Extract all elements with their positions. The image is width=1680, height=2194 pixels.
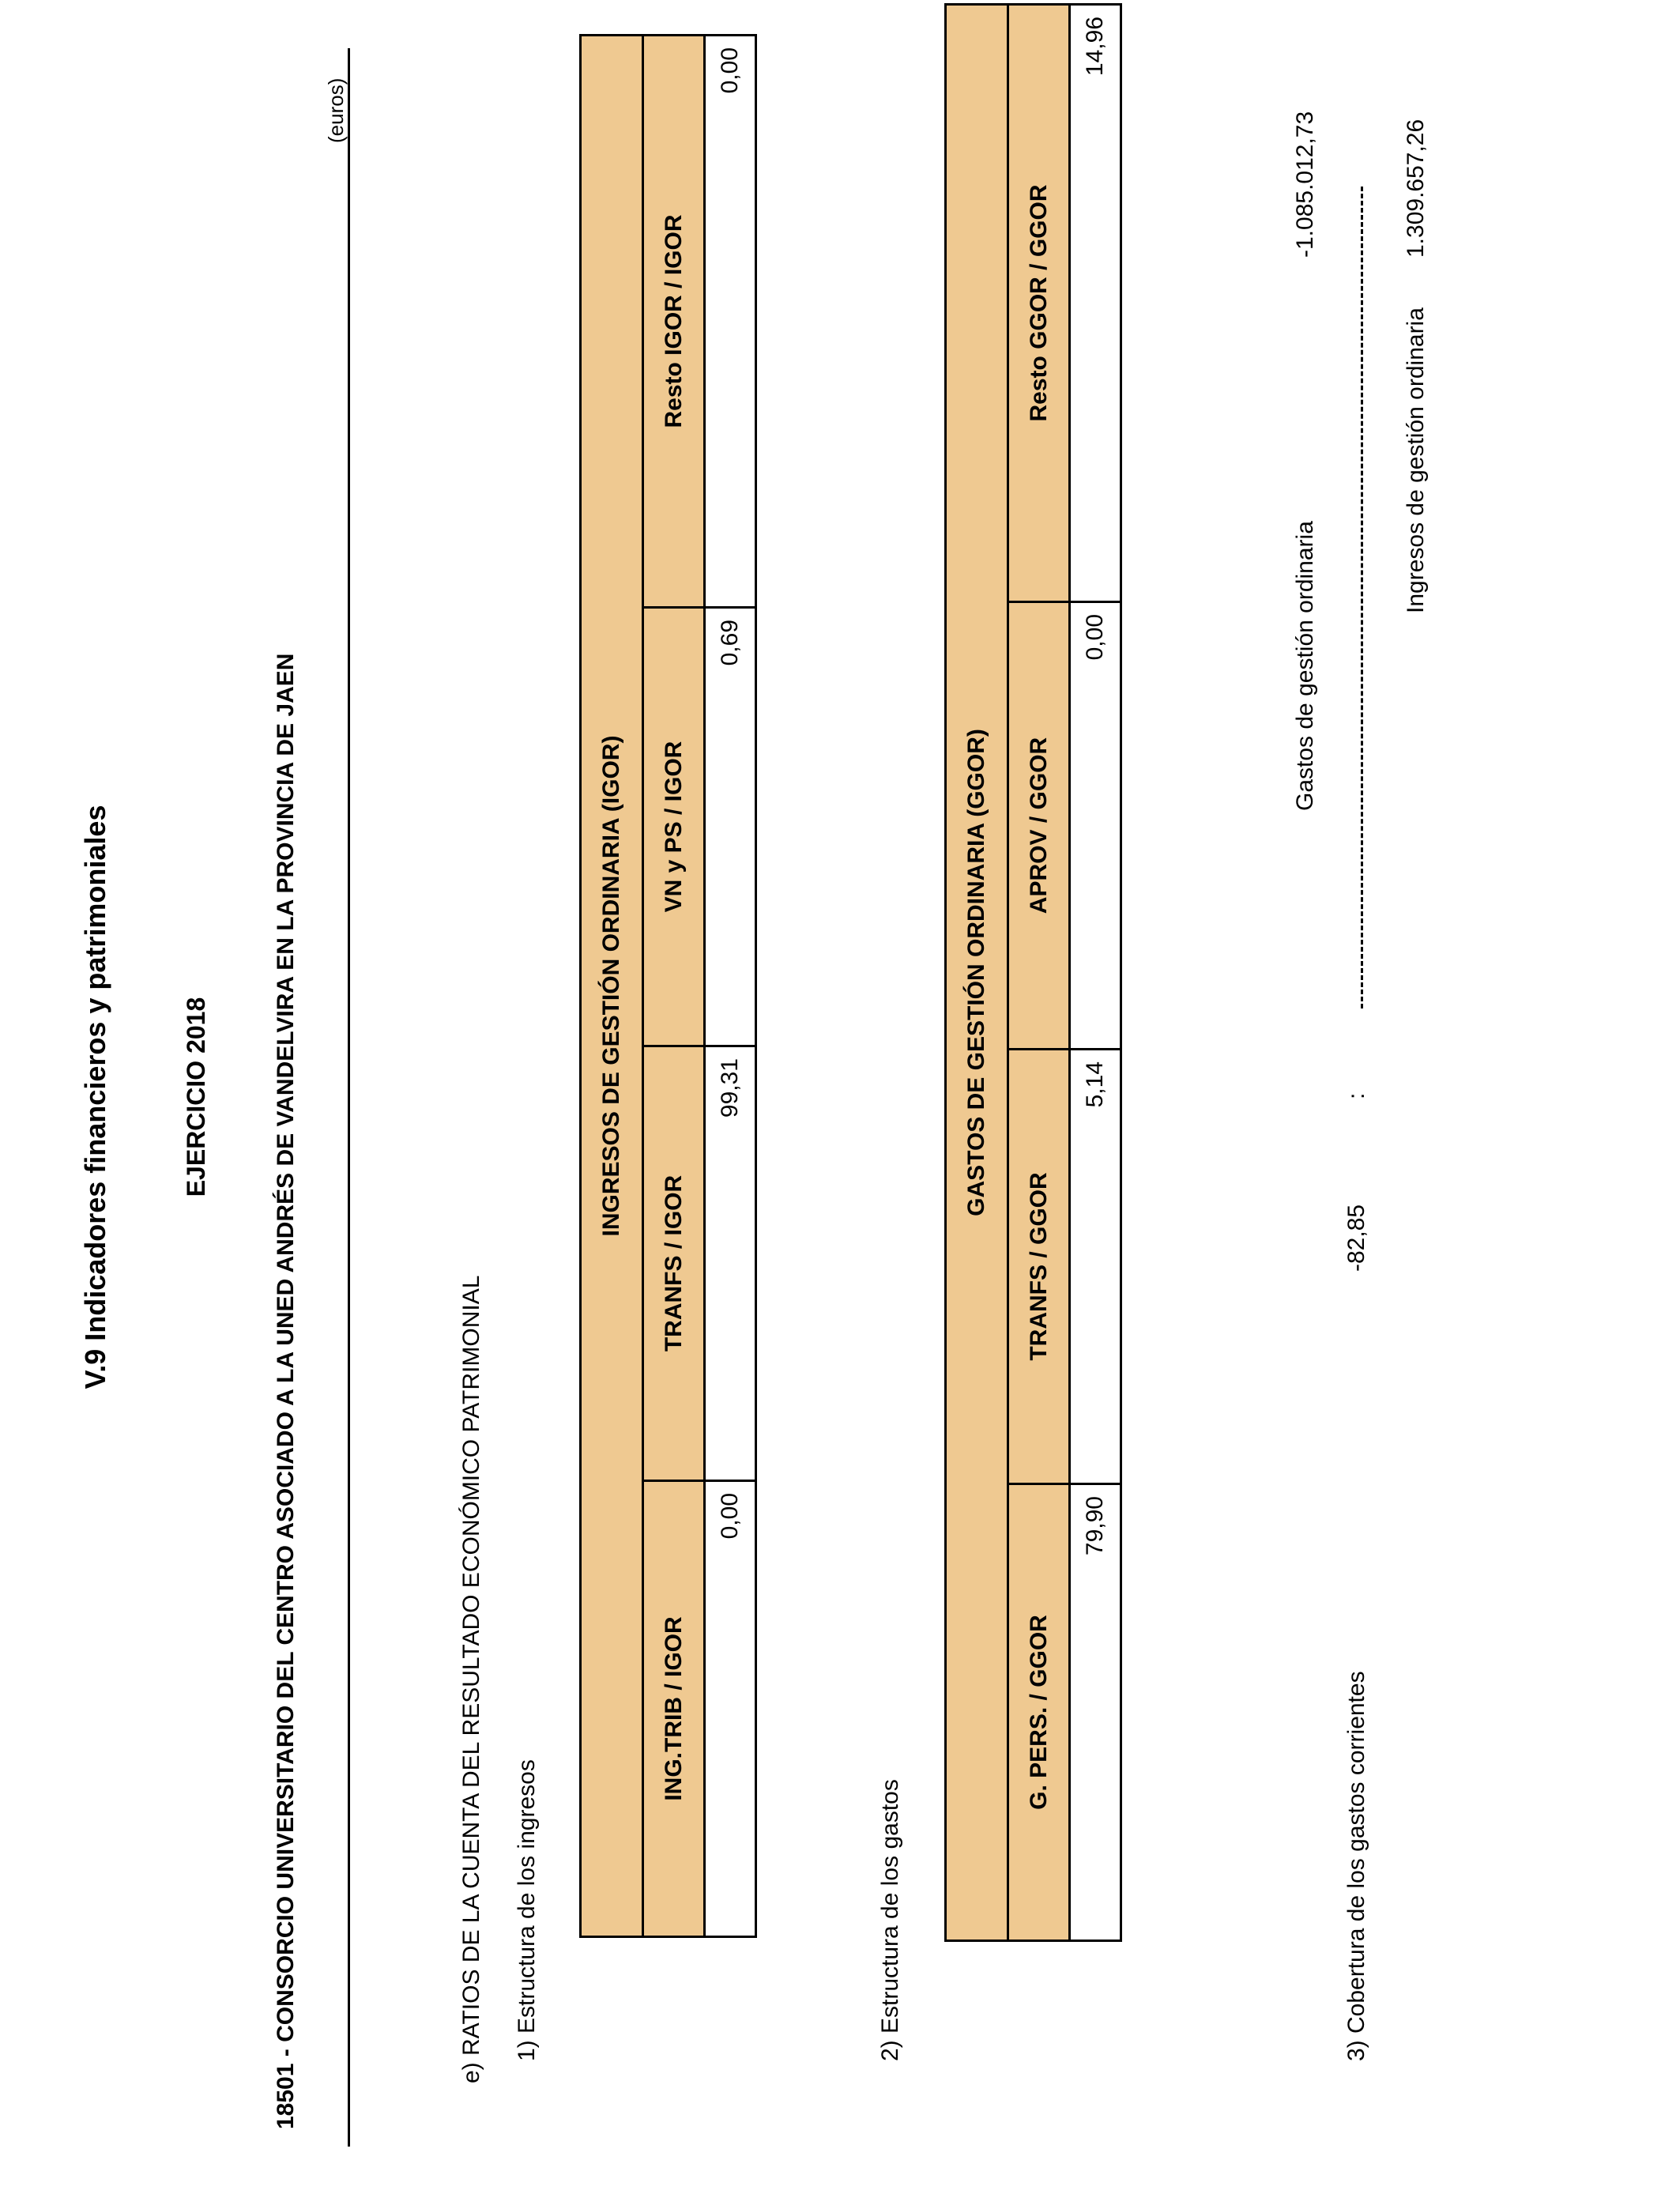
income-col-tranfs: TRANFS / IGOR: [643, 1046, 705, 1481]
coverage-result: -82,85: [1343, 1204, 1369, 1272]
coverage-colon: :: [1343, 1092, 1369, 1099]
expenses-col-tranfs: TRANFS / GGOR: [1008, 1050, 1070, 1484]
numerator-value: -1.085.012,73: [1292, 111, 1318, 258]
entity-name: 18501 - CONSORCIO UNIVERSITARIO DEL CENTRO ASOCIADO A LA UNED ANDRÉS DE VANDELVIRA EN LA PROVINCIA DE JAEN: [273, 653, 299, 2129]
currency-unit: (euros): [324, 77, 348, 143]
income-value-resto: 0,00: [705, 36, 756, 608]
income-value-vn-ps: 0,69: [705, 608, 756, 1046]
income-structure-table: [579, 34, 757, 1938]
exercise-year: EJERCICIO 2018: [182, 997, 210, 1197]
expenses-group-header: GASTOS DE GESTIÓN ORDINARIA (GGOR): [946, 4, 1008, 1940]
fraction-line: [1361, 187, 1363, 1008]
header-divider: [348, 48, 350, 2147]
expenses-structure-table: [944, 3, 1122, 1942]
denominator-value: 1.309.657,26: [1403, 119, 1429, 258]
income-group-header: INGRESOS DE GESTIÓN ORDINARIA (IGOR): [581, 36, 643, 1937]
expenses-subtitle: 2) Estructura de los gastos: [877, 1779, 903, 2061]
numerator-label: Gastos de gestión ordinaria: [1292, 521, 1318, 811]
income-value-tranfs: 99,31: [705, 1046, 756, 1481]
page-title: V.9 Indicadores financieros y patrimoniales: [79, 805, 111, 1389]
expenses-value-resto: 14,96: [1070, 4, 1121, 601]
income-col-ing-trib: ING.TRIB / IGOR: [643, 1481, 705, 1937]
denominator-label: Ingresos de gestión ordinaria: [1403, 307, 1429, 613]
income-value-ing-trib: 0,00: [705, 1481, 756, 1937]
coverage-subtitle: 3) Cobertura de los gastos corrientes: [1343, 1671, 1369, 2061]
expenses-col-g-pers: G. PERS. / GGOR: [1008, 1484, 1070, 1941]
expenses-value-aprov: 0,00: [1070, 602, 1121, 1050]
income-col-resto: Resto IGOR / IGOR: [643, 36, 705, 608]
expenses-value-g-pers: 79,90: [1070, 1484, 1121, 1941]
expenses-col-aprov: APROV / GGOR: [1008, 602, 1070, 1050]
section-title: e) RATIOS DE LA CUENTA DEL RESULTADO ECONÓMICO PATRIMONIAL: [458, 1275, 484, 2083]
income-subtitle: 1) Estructura de los ingresos: [514, 1759, 540, 2061]
expenses-col-resto: Resto GGOR / GGOR: [1008, 4, 1070, 601]
income-col-vn-ps: VN y PS / IGOR: [643, 608, 705, 1046]
expenses-value-tranfs: 5,14: [1070, 1050, 1121, 1484]
